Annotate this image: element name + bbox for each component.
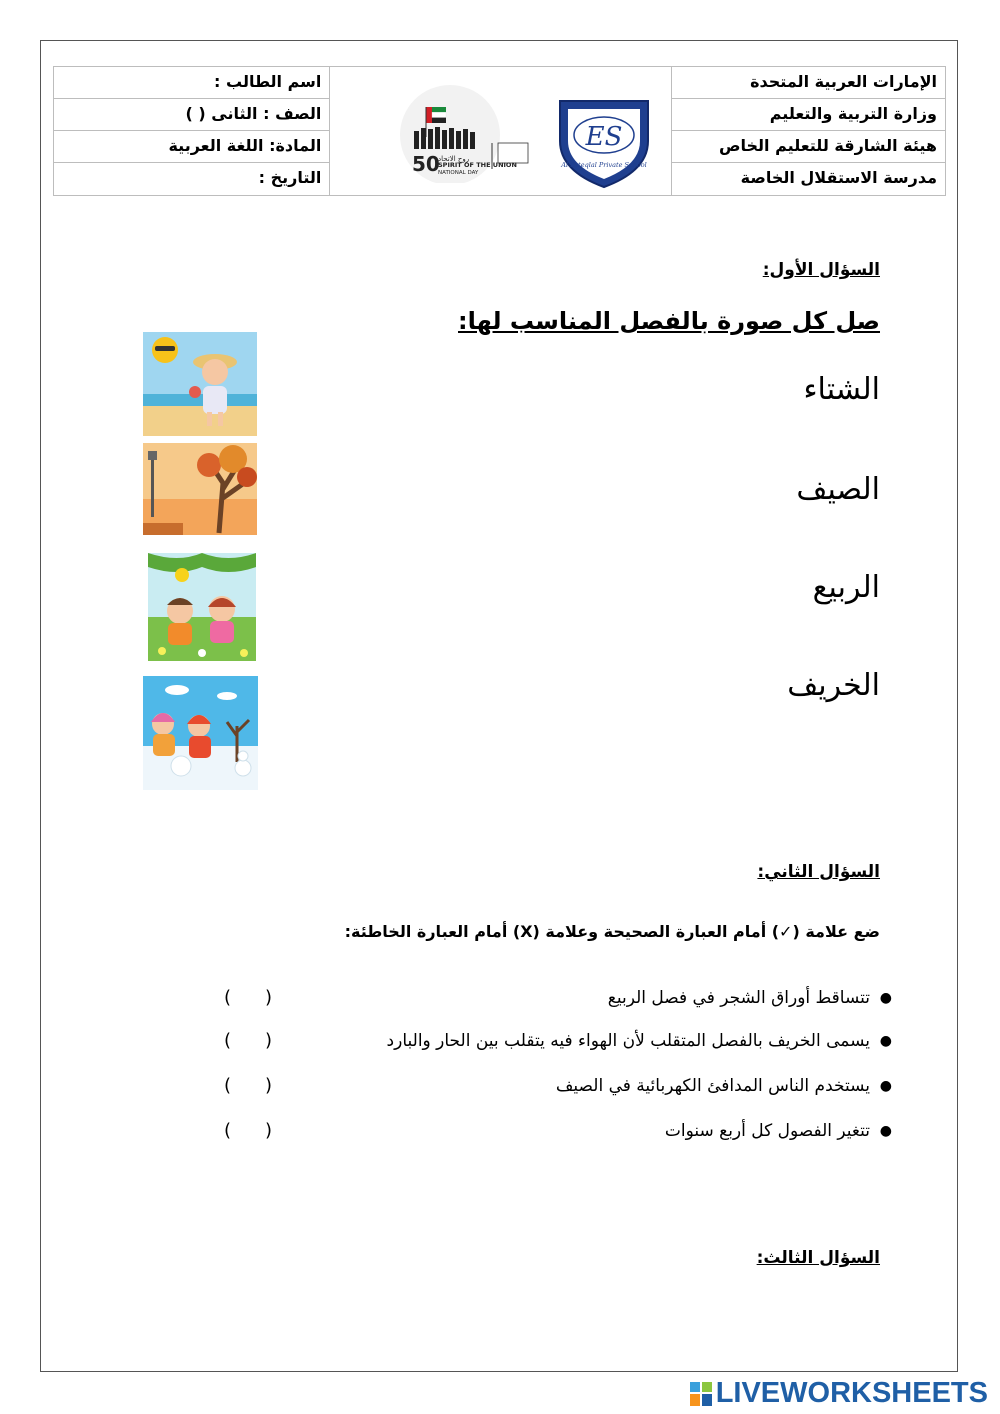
answer-box-4[interactable]	[224, 1118, 272, 1144]
paren-close: )	[264, 1030, 272, 1051]
bullet-icon: ●	[879, 1123, 892, 1139]
school-script: Al Esteqlal Private School	[561, 161, 648, 169]
statement-text: تتغير الفصول كل أربع سنوات	[664, 1121, 870, 1141]
question1-instruction: صل كل صورة بالفصل المناسب لها:	[458, 307, 880, 335]
union-50-logo	[380, 85, 540, 183]
student-info-column	[54, 67, 330, 195]
winter-snow-image[interactable]	[143, 676, 258, 790]
ministry-info-column	[672, 67, 945, 195]
season-label-summer[interactable]: الصيف	[796, 472, 880, 507]
union-line-2: NATIONAL DAY	[438, 170, 479, 176]
answer-box-2[interactable]	[224, 1028, 272, 1054]
statement-text: يستخدم الناس المدافئ الكهربائية في الصيف	[555, 1076, 870, 1096]
liveworksheets-brand[interactable]	[690, 1377, 988, 1410]
ministry-line: وزارة التربية والتعليم	[672, 99, 945, 131]
liveworksheets-logo-icon	[690, 1382, 712, 1406]
subject-label: المادة: اللغة العربية	[54, 131, 329, 163]
paren-close: )	[264, 1120, 272, 1141]
bullet-icon: ●	[879, 990, 892, 1006]
liveworksheets-text: LIVEWORKSHEETS	[715, 1377, 988, 1409]
logos-column	[330, 67, 671, 195]
question2-instruction: ضع علامة (✓) أمام العبارة الصحيحة وعلامة (X) أمام العبارة الخاطئة:	[344, 922, 880, 941]
paren-open: (	[224, 1120, 232, 1141]
question2-title: السؤال الثاني:	[757, 862, 880, 882]
paren-close: )	[264, 1075, 272, 1096]
header-table	[53, 66, 946, 196]
statement-1	[607, 985, 892, 1011]
statement-4	[664, 1118, 892, 1144]
summer-beach-image[interactable]	[143, 332, 257, 436]
bullet-icon: ●	[879, 1078, 892, 1094]
authority-line: هيئة الشارقة للتعليم الخاص	[672, 131, 945, 163]
answer-box-1[interactable]	[224, 985, 272, 1011]
season-label-spring[interactable]: الربيع	[812, 570, 880, 605]
statement-text: تتساقط أوراق الشجر في فصل الربيع	[607, 988, 870, 1008]
school-crest-logo	[552, 91, 656, 189]
date-label[interactable]: التاريخ :	[258, 168, 322, 187]
paren-open: (	[224, 1075, 232, 1096]
statement-3	[555, 1073, 892, 1099]
paren-open: (	[224, 987, 232, 1008]
question3-title: السؤال الثالث:	[756, 1248, 880, 1268]
season-label-autumn[interactable]: الخريف	[787, 668, 880, 703]
season-label-winter[interactable]: الشتاء	[803, 372, 880, 407]
union-50-number: 50	[412, 152, 441, 176]
country-line: الإمارات العربية المتحدة	[672, 67, 945, 99]
paren-close: )	[264, 987, 272, 1008]
school-letters: ES	[585, 122, 623, 152]
student-name-label[interactable]: اسم الطالب :	[54, 67, 329, 99]
answer-box-3[interactable]	[224, 1073, 272, 1099]
grade-label[interactable]: الصف : الثانى ( )	[54, 99, 329, 131]
school-line: مدرسة الاستقلال الخاصة	[740, 168, 937, 187]
autumn-park-image[interactable]	[143, 443, 257, 535]
spring-children-image[interactable]	[148, 553, 256, 661]
question1-title: السؤال الأول:	[762, 260, 880, 280]
paren-open: (	[224, 1030, 232, 1051]
statement-text: يسمى الخريف بالفصل المتقلب لأن الهواء فيه يتقلب بين الحار والبارد	[386, 1031, 870, 1051]
bullet-icon: ●	[879, 1033, 892, 1049]
union-arabic-text: روح الاتحاد	[438, 155, 470, 163]
union-line-1: SPIRIT OF THE UNION	[438, 161, 518, 169]
statement-2	[386, 1028, 892, 1054]
